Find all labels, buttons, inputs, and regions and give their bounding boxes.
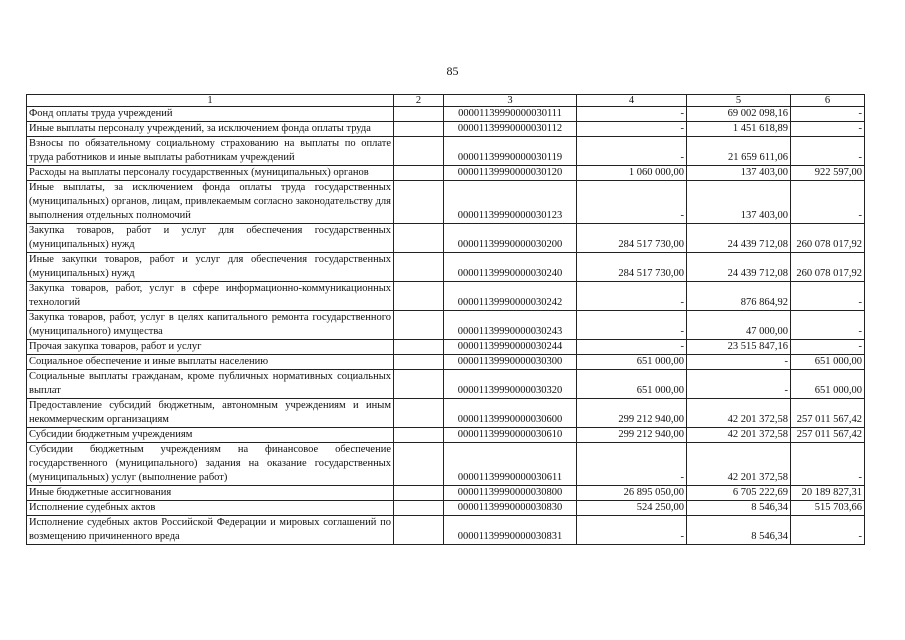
unexecuted-amount-cell: 651 000,00 — [791, 370, 865, 399]
table-row — [27, 166, 865, 181]
budget-code-cell: 00001139990000030320 — [444, 370, 577, 399]
table-row — [27, 399, 865, 428]
unexecuted-amount-cell: 515 703,66 — [791, 501, 865, 516]
executed-amount-cell: 24 439 712,08 — [687, 224, 791, 253]
table-row — [27, 107, 865, 122]
approved-amount-cell: 1 060 000,00 — [577, 166, 687, 181]
executed-amount-cell: 137 403,00 — [687, 181, 791, 224]
approved-amount-cell: 299 212 940,00 — [577, 399, 687, 428]
unexecuted-amount-cell: 20 189 827,31 — [791, 486, 865, 501]
empty-cell — [394, 340, 444, 355]
expense-name-cell: Иные закупки товаров, работ и услуг для обеспечения государственных (муниципальных) нужд — [27, 253, 394, 282]
executed-amount-cell: 42 201 372,58 — [687, 428, 791, 443]
approved-amount-cell: - — [577, 282, 687, 311]
page-number: 85 — [446, 64, 459, 78]
approved-amount-cell: 299 212 940,00 — [577, 428, 687, 443]
executed-amount-cell: 23 515 847,16 — [687, 340, 791, 355]
budget-table — [26, 94, 865, 545]
executed-amount-cell: - — [687, 370, 791, 399]
budget-code-cell: 00001139990000030240 — [444, 253, 577, 282]
column-header: 5 — [687, 95, 791, 107]
empty-cell — [394, 311, 444, 340]
budget-code-cell: 00001139990000030800 — [444, 486, 577, 501]
unexecuted-amount-cell: 922 597,00 — [791, 166, 865, 181]
approved-amount-cell: - — [577, 107, 687, 122]
empty-cell — [394, 355, 444, 370]
budget-code-cell: 00001139990000030830 — [444, 501, 577, 516]
approved-amount-cell: - — [577, 122, 687, 137]
expense-name-cell: Исполнение судебных актов Российской Федерации и мировых соглашений по возмещению причиненного вреда — [27, 516, 394, 545]
unexecuted-amount-cell: - — [791, 282, 865, 311]
expense-name-cell: Прочая закупка товаров, работ и услуг — [27, 340, 394, 355]
table-row — [27, 486, 865, 501]
expense-name-cell: Закупка товаров, работ, услуг в целях капитального ремонта государственного (муниципального) имущества — [27, 311, 394, 340]
expense-name-cell: Иные выплаты, за исключением фонда оплаты труда государственных (муниципальных) органов, лицам, привлекаемым согласно законодательству для выполнения отдельных полномочий — [27, 181, 394, 224]
executed-amount-cell: 21 659 611,06 — [687, 137, 791, 166]
column-header: 1 — [27, 95, 394, 107]
expense-name-cell: Взносы по обязательному социальному страхованию на выплаты по оплате труда работников и иные выплаты работникам учреждений — [27, 137, 394, 166]
budget-code-cell: 00001139990000030831 — [444, 516, 577, 545]
executed-amount-cell: 42 201 372,58 — [687, 399, 791, 428]
unexecuted-amount-cell: 257 011 567,42 — [791, 428, 865, 443]
budget-code-cell: 00001139990000030120 — [444, 166, 577, 181]
approved-amount-cell: 651 000,00 — [577, 370, 687, 399]
budget-code-cell: 00001139990000030611 — [444, 443, 577, 486]
unexecuted-amount-cell: - — [791, 137, 865, 166]
expense-name-cell: Социальное обеспечение и иные выплаты населению — [27, 355, 394, 370]
unexecuted-amount-cell: - — [791, 311, 865, 340]
empty-cell — [394, 501, 444, 516]
expense-name-cell: Расходы на выплаты персоналу государственных (муниципальных) органов — [27, 166, 394, 181]
executed-amount-cell: 1 451 618,89 — [687, 122, 791, 137]
unexecuted-amount-cell: 257 011 567,42 — [791, 399, 865, 428]
empty-cell — [394, 122, 444, 137]
approved-amount-cell: - — [577, 137, 687, 166]
expense-name-cell: Субсидии бюджетным учреждениям на финансовое обеспечение государственного (муниципального) задания на оказание государственных (муниципальных) услуг (выполнение работ) — [27, 443, 394, 486]
table-row — [27, 443, 865, 486]
approved-amount-cell: 26 895 050,00 — [577, 486, 687, 501]
executed-amount-cell: 8 546,34 — [687, 516, 791, 545]
expense-name-cell: Иные выплаты персоналу учреждений, за исключением фонда оплаты труда — [27, 122, 394, 137]
executed-amount-cell: 47 000,00 — [687, 311, 791, 340]
empty-cell — [394, 253, 444, 282]
approved-amount-cell: 284 517 730,00 — [577, 224, 687, 253]
budget-code-cell: 00001139990000030200 — [444, 224, 577, 253]
column-header: 3 — [444, 95, 577, 107]
approved-amount-cell: 524 250,00 — [577, 501, 687, 516]
empty-cell — [394, 137, 444, 166]
unexecuted-amount-cell: - — [791, 340, 865, 355]
table-row — [27, 428, 865, 443]
empty-cell — [394, 224, 444, 253]
executed-amount-cell: 8 546,34 — [687, 501, 791, 516]
approved-amount-cell: - — [577, 181, 687, 224]
table-row — [27, 137, 865, 166]
unexecuted-amount-cell: - — [791, 443, 865, 486]
table-row — [27, 224, 865, 253]
approved-amount-cell: - — [577, 443, 687, 486]
unexecuted-amount-cell: 260 078 017,92 — [791, 253, 865, 282]
empty-cell — [394, 399, 444, 428]
column-header: 6 — [791, 95, 865, 107]
empty-cell — [394, 166, 444, 181]
expense-name-cell: Социальные выплаты гражданам, кроме публичных нормативных социальных выплат — [27, 370, 394, 399]
expense-name-cell: Иные бюджетные ассигнования — [27, 486, 394, 501]
approved-amount-cell: - — [577, 340, 687, 355]
unexecuted-amount-cell: - — [791, 122, 865, 137]
table-row — [27, 253, 865, 282]
expense-name-cell: Фонд оплаты труда учреждений — [27, 107, 394, 122]
empty-cell — [394, 486, 444, 501]
unexecuted-amount-cell: - — [791, 516, 865, 545]
expense-name-cell: Субсидии бюджетным учреждениям — [27, 428, 394, 443]
executed-amount-cell: 69 002 098,16 — [687, 107, 791, 122]
unexecuted-amount-cell: - — [791, 181, 865, 224]
table-row — [27, 370, 865, 399]
unexecuted-amount-cell: - — [791, 107, 865, 122]
empty-cell — [394, 181, 444, 224]
budget-code-cell: 00001139990000030600 — [444, 399, 577, 428]
table-row — [27, 122, 865, 137]
empty-cell — [394, 370, 444, 399]
approved-amount-cell: - — [577, 311, 687, 340]
budget-code-cell: 00001139990000030111 — [444, 107, 577, 122]
empty-cell — [394, 107, 444, 122]
empty-cell — [394, 428, 444, 443]
budget-code-cell: 00001139990000030300 — [444, 355, 577, 370]
empty-cell — [394, 443, 444, 486]
table-row — [27, 181, 865, 224]
table-row — [27, 501, 865, 516]
budget-code-cell: 00001139990000030242 — [444, 282, 577, 311]
table-row — [27, 282, 865, 311]
executed-amount-cell: 6 705 222,69 — [687, 486, 791, 501]
budget-code-cell: 00001139990000030243 — [444, 311, 577, 340]
unexecuted-amount-cell: 651 000,00 — [791, 355, 865, 370]
budget-code-cell: 00001139990000030123 — [444, 181, 577, 224]
empty-cell — [394, 516, 444, 545]
table-row — [27, 516, 865, 545]
executed-amount-cell: 24 439 712,08 — [687, 253, 791, 282]
approved-amount-cell: 651 000,00 — [577, 355, 687, 370]
executed-amount-cell: 42 201 372,58 — [687, 443, 791, 486]
table-row — [27, 340, 865, 355]
empty-cell — [394, 282, 444, 311]
table-row — [27, 355, 865, 370]
budget-code-cell: 00001139990000030112 — [444, 122, 577, 137]
budget-code-cell: 00001139990000030119 — [444, 137, 577, 166]
executed-amount-cell: 876 864,92 — [687, 282, 791, 311]
budget-code-cell: 00001139990000030244 — [444, 340, 577, 355]
table-header-row — [27, 95, 865, 107]
table-row — [27, 311, 865, 340]
unexecuted-amount-cell: 260 078 017,92 — [791, 224, 865, 253]
column-header: 2 — [394, 95, 444, 107]
expense-name-cell: Закупка товаров, работ и услуг для обеспечения государственных (муниципальных) нужд — [27, 224, 394, 253]
executed-amount-cell: 137 403,00 — [687, 166, 791, 181]
column-header: 4 — [577, 95, 687, 107]
budget-code-cell: 00001139990000030610 — [444, 428, 577, 443]
expense-name-cell: Закупка товаров, работ, услуг в сфере информационно-коммуникационных технологий — [27, 282, 394, 311]
expense-name-cell: Предоставление субсидий бюджетным, автономным учреждениям и иным некоммерческим организациям — [27, 399, 394, 428]
approved-amount-cell: - — [577, 516, 687, 545]
executed-amount-cell: - — [687, 355, 791, 370]
approved-amount-cell: 284 517 730,00 — [577, 253, 687, 282]
expense-name-cell: Исполнение судебных актов — [27, 501, 394, 516]
